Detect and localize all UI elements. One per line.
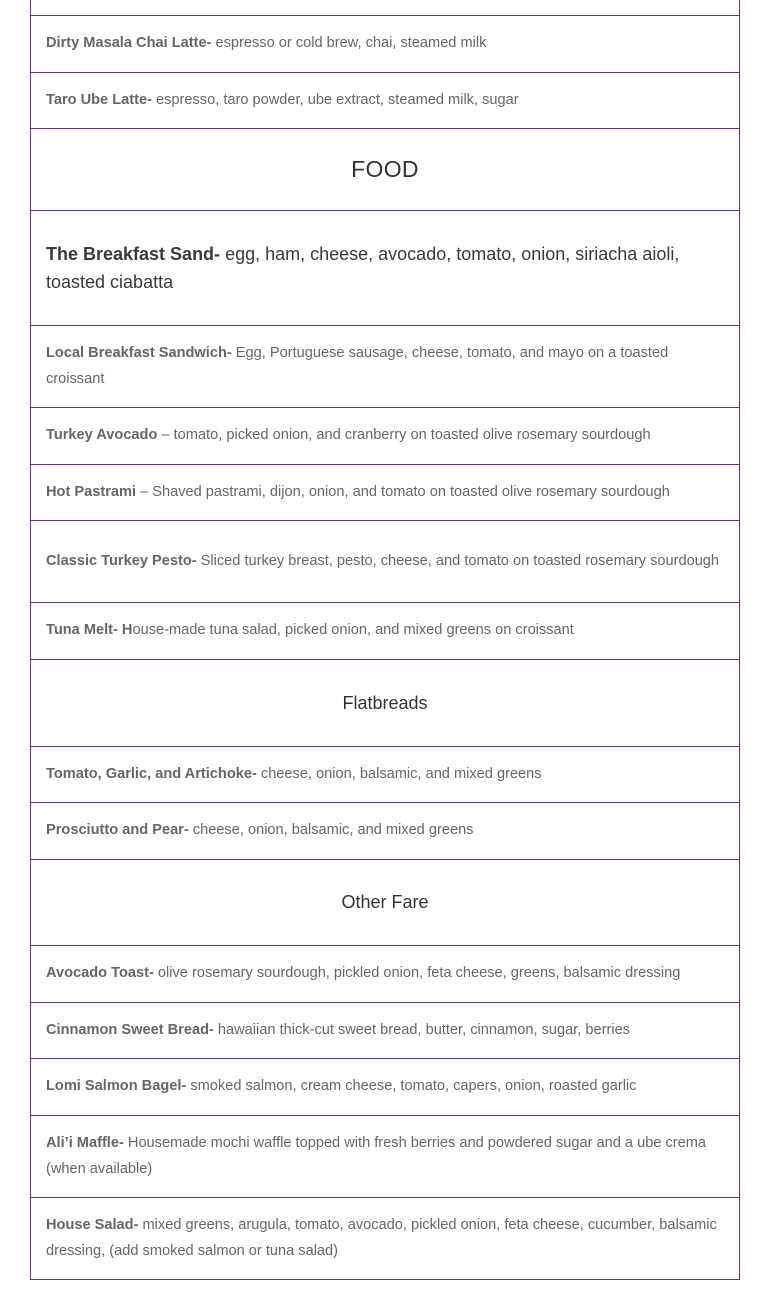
item-description: smoked salmon, cream cheese, tomato, capers, onion, roasted garlic bbox=[186, 1078, 637, 1095]
item-description: – tomato, picked onion, and cranberry on toasted olive rosemary sourdough bbox=[157, 427, 651, 444]
menu-item bbox=[31, 73, 740, 129]
flatbreads-section-heading: Flatbreads bbox=[31, 660, 740, 747]
menu-item bbox=[31, 803, 740, 860]
menu-item bbox=[31, 326, 740, 408]
item-description: egg, ham, cheese, avocado, tomato, onion, siriacha aioli, toasted ciabatta bbox=[46, 244, 680, 292]
featured-menu-item bbox=[31, 211, 740, 326]
item-description: cheese, onion, balsamic, and mixed greens bbox=[256, 765, 542, 782]
table-row bbox=[31, 803, 740, 860]
item-name: House Salad- bbox=[46, 1217, 139, 1233]
table-row bbox=[31, 860, 740, 946]
table-row bbox=[31, 603, 740, 660]
menu-item bbox=[31, 521, 740, 603]
table-row bbox=[31, 747, 740, 803]
menu-item bbox=[31, 747, 740, 803]
item-name: Hot Pastrami bbox=[46, 483, 137, 500]
item-name: Tomato, Garlic, and Artichoke- bbox=[46, 765, 257, 782]
item-name: Prosciutto and Pear- bbox=[46, 822, 189, 839]
menu-table bbox=[30, 0, 740, 1280]
item-name: Turkey Avocado bbox=[46, 427, 158, 444]
table-row bbox=[31, 129, 740, 211]
item-name: Tuna Melt- H bbox=[46, 622, 133, 639]
table-row bbox=[31, 465, 740, 521]
table-row bbox=[31, 0, 740, 16]
item-description: espresso or cold brew, chai, steamed milk bbox=[211, 35, 487, 52]
item-description: cheese, onion, balsamic, and mixed greens bbox=[188, 822, 474, 839]
item-name: Taro Ube Latte- bbox=[46, 91, 152, 108]
item-name: Local Breakfast Sandwich- bbox=[46, 345, 232, 361]
table-row bbox=[31, 946, 740, 1003]
menu-item bbox=[31, 465, 740, 521]
item-name: Lomi Salmon Bagel- bbox=[46, 1078, 187, 1095]
menu-item bbox=[31, 1059, 740, 1116]
table-row bbox=[31, 1198, 740, 1280]
item-name: Classic Turkey Pesto- bbox=[46, 552, 197, 569]
food-section-heading: FOOD bbox=[31, 129, 740, 211]
menu-item bbox=[31, 1116, 740, 1198]
item-description: – Shaved pastrami, dijon, onion, and tomato on toasted olive rosemary sourdough bbox=[136, 483, 670, 500]
item-description: Egg, Portuguese sausage, cheese, tomato, and mayo on a toasted croissant bbox=[46, 345, 669, 387]
table-row bbox=[31, 1059, 740, 1116]
menu-item bbox=[31, 946, 740, 1003]
table-row bbox=[31, 1003, 740, 1059]
item-description: mixed greens, arugula, tomato, avocado, pickled onion, feta cheese, cucumber, balsamic dressing, (add smoked salmon or tuna salad) bbox=[46, 1217, 717, 1259]
item-name: Ali’i Maffle- bbox=[46, 1135, 124, 1151]
item-name: Dirty Masala Chai Latte- bbox=[46, 35, 212, 52]
table-row bbox=[31, 73, 740, 129]
item-description: espresso, taro powder, ube extract, steamed milk, sugar bbox=[151, 91, 519, 108]
item-description: hawaiian thick-cut sweet bread, butter, cinnamon, sugar, berries bbox=[213, 1021, 631, 1038]
table-row bbox=[31, 326, 740, 408]
table-row bbox=[31, 1116, 740, 1198]
table-row bbox=[31, 16, 740, 73]
menu-cell-previous bbox=[31, 0, 740, 16]
table-row bbox=[31, 211, 740, 326]
item-description: ouse-made tuna salad, picked onion, and mixed greens on croissant bbox=[132, 622, 574, 639]
menu-item bbox=[31, 1003, 740, 1059]
table-row bbox=[31, 408, 740, 465]
table-row bbox=[31, 521, 740, 603]
menu-item bbox=[31, 16, 740, 73]
table-row bbox=[31, 660, 740, 747]
item-name: Cinnamon Sweet Bread- bbox=[46, 1021, 214, 1038]
item-name: Avocado Toast- bbox=[46, 965, 154, 982]
menu-item bbox=[31, 603, 740, 660]
menu-item bbox=[31, 408, 740, 465]
menu-item bbox=[31, 1198, 740, 1280]
item-name: The Breakfast Sand- bbox=[46, 244, 221, 264]
item-description: Sliced turkey breast, pesto, cheese, and tomato on toasted rosemary sourdough bbox=[196, 552, 720, 569]
item-description: olive rosemary sourdough, pickled onion, feta cheese, greens, balsamic dressing bbox=[153, 965, 681, 982]
other-fare-section-heading: Other Fare bbox=[31, 860, 740, 946]
item-description: Housemade mochi waffle topped with fresh berries and powdered sugar and a ube crema (when available) bbox=[46, 1135, 707, 1177]
